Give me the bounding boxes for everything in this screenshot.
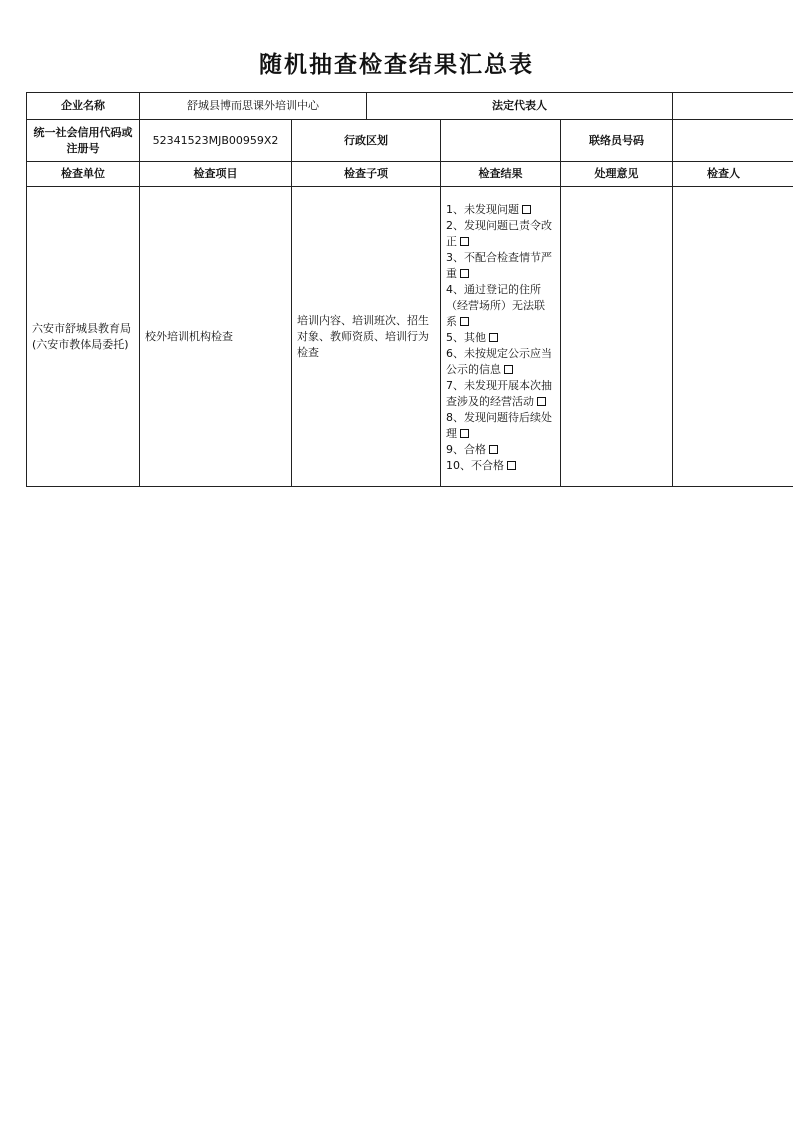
- result-option-label: 7、未发现开展本次抽查涉及的经营活动: [446, 379, 552, 408]
- result-option-label: 4、通过登记的住所（经营场所）无法联系: [446, 283, 545, 328]
- item-cell: 校外培训机构检查: [140, 187, 292, 487]
- code-row: [27, 120, 793, 162]
- admin-region-label: 行政区划: [292, 120, 441, 162]
- checkbox-icon[interactable]: [460, 317, 469, 326]
- header-result: 检查结果: [441, 162, 561, 187]
- company-row: [27, 93, 793, 120]
- result-cell: [441, 187, 561, 487]
- result-option-label: 5、其他: [446, 331, 486, 344]
- header-inspector: 检查人: [673, 162, 793, 187]
- unit-cell: 六安市舒城县教育局(六安市教体局委托): [27, 187, 140, 487]
- admin-region-value: [441, 120, 561, 162]
- checkbox-icon[interactable]: [504, 365, 513, 374]
- inspector-cell: [673, 187, 793, 487]
- subitem-cell: 培训内容、培训班次、招生对象、教师资质、培训行为检查: [292, 187, 441, 487]
- result-option-label: 8、发现问题待后续处理: [446, 411, 552, 440]
- result-option: [446, 458, 555, 474]
- summary-table: [26, 92, 793, 487]
- company-value: 舒城县博而思课外培训中心: [140, 93, 367, 120]
- header-unit: 检查单位: [27, 162, 140, 187]
- legal-rep-label: 法定代表人: [367, 93, 673, 120]
- result-option: [446, 218, 555, 250]
- result-options: [446, 202, 555, 474]
- page-title: 随机抽查检查结果汇总表: [259, 52, 534, 78]
- contact-phone-label: 联络员号码: [561, 120, 673, 162]
- result-option: [446, 442, 555, 458]
- result-option-label: 10、不合格: [446, 459, 504, 472]
- result-option: [446, 378, 555, 410]
- header-row: [27, 162, 793, 187]
- result-option-label: 1、未发现问题: [446, 203, 519, 216]
- checkbox-icon[interactable]: [507, 461, 516, 470]
- checkbox-icon[interactable]: [489, 445, 498, 454]
- result-option: [446, 202, 555, 218]
- contact-phone-value: [673, 120, 793, 162]
- result-option: [446, 250, 555, 282]
- checkbox-icon[interactable]: [460, 237, 469, 246]
- result-option-label: 2、发现问题已责令改正: [446, 219, 552, 248]
- result-option-label: 6、未按规定公示应当公示的信息: [446, 347, 552, 376]
- checkbox-icon[interactable]: [489, 333, 498, 342]
- legal-rep-value: [673, 93, 793, 120]
- checkbox-icon[interactable]: [460, 269, 469, 278]
- record-row: [27, 187, 793, 487]
- checkbox-icon[interactable]: [537, 397, 546, 406]
- header-item: 检查项目: [140, 162, 292, 187]
- result-option: [446, 346, 555, 378]
- result-option: [446, 410, 555, 442]
- checkbox-icon[interactable]: [460, 429, 469, 438]
- header-opinion: 处理意见: [561, 162, 673, 187]
- result-option-label: 3、不配合检查情节严重: [446, 251, 552, 280]
- checkbox-icon[interactable]: [522, 205, 531, 214]
- result-option: [446, 282, 555, 330]
- credit-code-label: 统一社会信用代码或注册号: [27, 120, 140, 162]
- result-option-label: 9、合格: [446, 443, 486, 456]
- company-label: 企业名称: [27, 93, 140, 120]
- credit-code-value: 52341523MJB00959X2: [140, 120, 292, 162]
- result-option: [446, 330, 555, 346]
- opinion-cell: [561, 187, 673, 487]
- header-subitem: 检查子项: [292, 162, 441, 187]
